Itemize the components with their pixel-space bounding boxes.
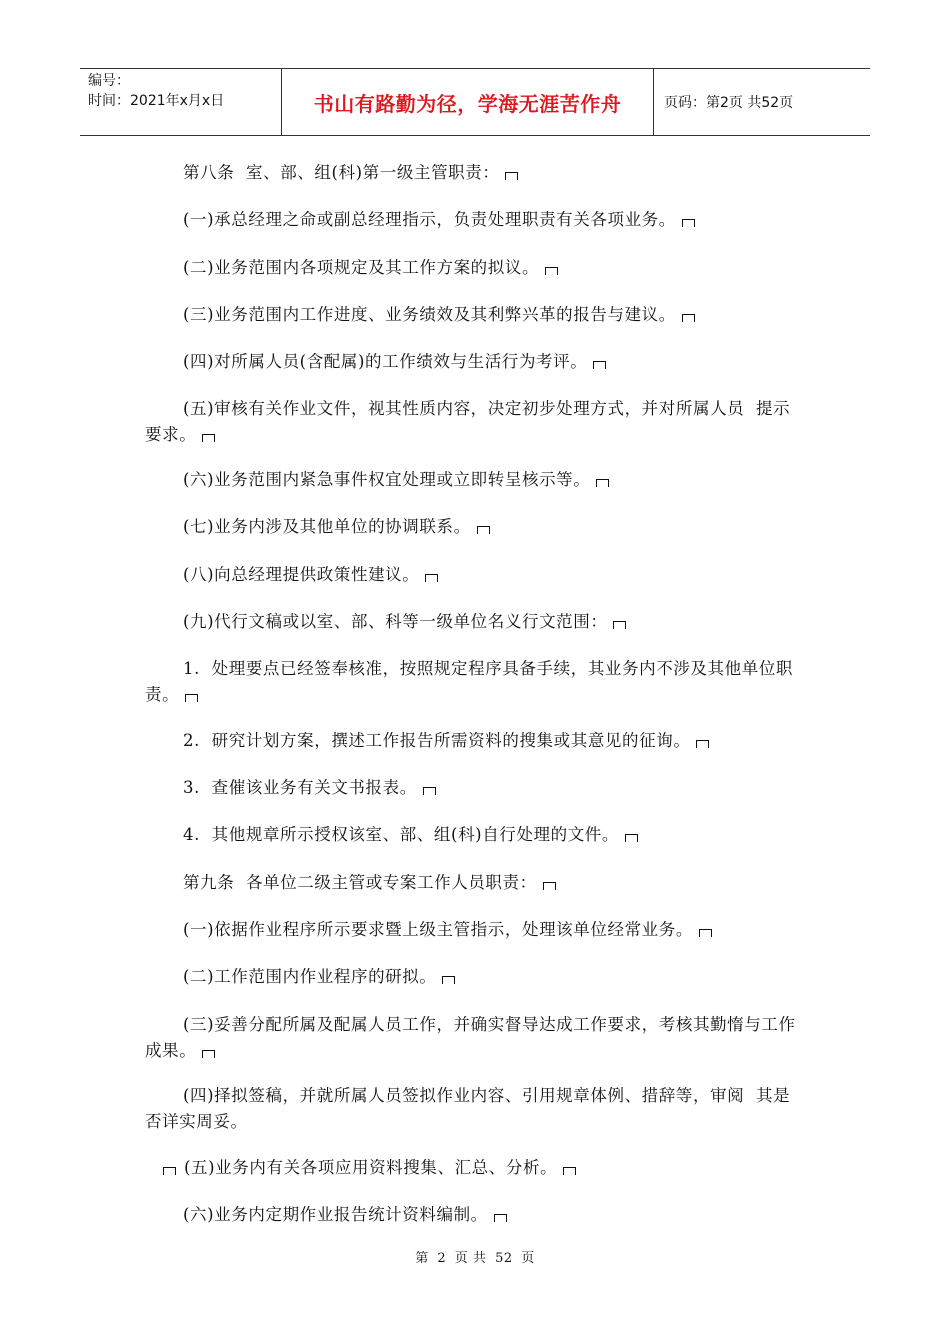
- header-meta: [80, 69, 282, 135]
- paragraph: [145, 1202, 807, 1228]
- paragraph: [145, 609, 807, 635]
- paragraph-text: (二)工作范围内作业程序的研拟。: [183, 967, 437, 986]
- paragraph-text: (三)业务范围内工作进度、业务绩效及其利弊兴革的报告与建议。: [183, 305, 676, 324]
- paragraph-mark-icon: [682, 314, 695, 322]
- paragraph-mark-icon: [613, 621, 626, 629]
- paragraph-text: (二)业务范围内各项规定及其工作方案的拟议。: [183, 258, 540, 277]
- paragraph-text: 2. 研究计划方案，撰述工作报告所需资料的搜集或其意见的征询。: [183, 731, 691, 750]
- paragraph: [145, 1012, 807, 1064]
- paragraph-mark-icon: [563, 1167, 576, 1175]
- paragraph-text: (一)依据作业程序所示要求暨上级主管指示，处理该单位经常业务。: [183, 920, 693, 939]
- document-header: [80, 68, 870, 136]
- paragraph-text: (四)对所属人员(含配属)的工作绩效与生活行为考评。: [183, 352, 588, 371]
- date-label: 时间：2021年x月x日: [88, 93, 225, 109]
- paragraph-mark-icon: [202, 1050, 215, 1058]
- number-label: 编号：: [88, 73, 130, 89]
- paragraph: [145, 870, 807, 896]
- paragraph-text: (一)承总经理之命或副总经理指示，负责处理职责有关各项业务。: [183, 210, 676, 229]
- paragraph: [145, 1083, 807, 1135]
- paragraph: [145, 160, 807, 186]
- paragraph-text: (五)业务内有关各项应用资料搜集、汇总、分析。: [184, 1158, 558, 1177]
- paragraph-mark-icon: [163, 1167, 176, 1175]
- paragraph-mark-icon: [477, 526, 490, 534]
- paragraph-text: (六)业务内定期作业报告统计资料编制。: [183, 1205, 488, 1224]
- paragraph: [145, 562, 807, 588]
- paragraph-text: (八)向总经理提供政策性建议。: [183, 565, 420, 584]
- footer-page-number: 2: [437, 1251, 447, 1266]
- paragraph-mark-icon: [423, 787, 436, 795]
- paragraph: [145, 302, 807, 328]
- page-footer: [0, 1247, 950, 1266]
- paragraph-mark-icon: [625, 834, 638, 842]
- paragraph-mark-icon: [202, 434, 215, 442]
- header-page-info: 页码：第2页 共52页: [664, 95, 794, 111]
- header-motto: 书山有路勤为径，学海无涯苦作舟: [282, 69, 654, 135]
- paragraph-mark-icon: [543, 882, 556, 890]
- footer-middle: 页 共: [454, 1251, 487, 1266]
- paragraph-mark-icon: [442, 976, 455, 984]
- paragraph: [145, 964, 807, 990]
- paragraph-text: (六)业务范围内紧急事件权宜处理或立即转呈核示等。: [183, 470, 591, 489]
- paragraph-mark-icon: [593, 361, 606, 369]
- paragraph-mark-icon: [596, 479, 609, 487]
- paragraph: [145, 207, 807, 233]
- paragraph: [145, 514, 807, 540]
- paragraph-mark-icon: [699, 929, 712, 937]
- paragraph-text: (九)代行文稿或以室、部、科等一级单位名义行文范围：: [183, 612, 608, 631]
- paragraph: [145, 917, 807, 943]
- paragraph-text: (三)妥善分配所属及配属人员工作，并确实督导达成工作要求，考核其勤惰与工作成果。: [145, 1015, 796, 1060]
- paragraph-mark-icon: [425, 574, 438, 582]
- paragraph: [145, 396, 807, 448]
- paragraph-text: 第八条 室、部、组(科)第一级主管职责：: [183, 163, 500, 182]
- paragraph-mark-icon: [682, 219, 695, 227]
- footer-total-pages: 52: [495, 1251, 513, 1266]
- paragraph-mark-icon: [505, 172, 518, 180]
- paragraph-mark-icon: [696, 740, 709, 748]
- paragraph-mark-icon: [545, 267, 558, 275]
- paragraph-text: 4. 其他规章所示授权该室、部、组(科)自行处理的文件。: [183, 825, 620, 844]
- paragraph: [145, 656, 807, 708]
- paragraph-mark-icon: [494, 1214, 507, 1222]
- paragraph-text: 第九条 各单位二级主管或专案工作人员职责：: [183, 873, 537, 892]
- paragraph: [145, 349, 807, 375]
- paragraph: [145, 1155, 807, 1181]
- paragraph-mark-icon: [185, 694, 198, 702]
- paragraph: [145, 255, 807, 281]
- paragraph-text: (五)审核有关作业文件，视其性质内容，决定初步处理方式，并对所属人员 提示要求。: [145, 399, 791, 444]
- paragraph-text: 3. 查催该业务有关文书报表。: [183, 778, 417, 797]
- paragraph-text: (七)业务内涉及其他单位的协调联系。: [183, 517, 471, 536]
- footer-suffix: 页: [521, 1251, 535, 1266]
- paragraph-text: 1. 处理要点已经签奉核准，按照规定程序具备手续，其业务内不涉及其他单位职责。: [145, 659, 794, 704]
- paragraph: [145, 467, 807, 493]
- paragraph: [145, 728, 807, 754]
- paragraph: [145, 822, 807, 848]
- footer-prefix: 第: [415, 1251, 429, 1266]
- paragraph: [145, 775, 807, 801]
- paragraph-text: (四)择拟签稿，并就所属人员签拟作业内容、引用规章体例、措辞等，审阅 其是否详实周妥。: [145, 1086, 791, 1131]
